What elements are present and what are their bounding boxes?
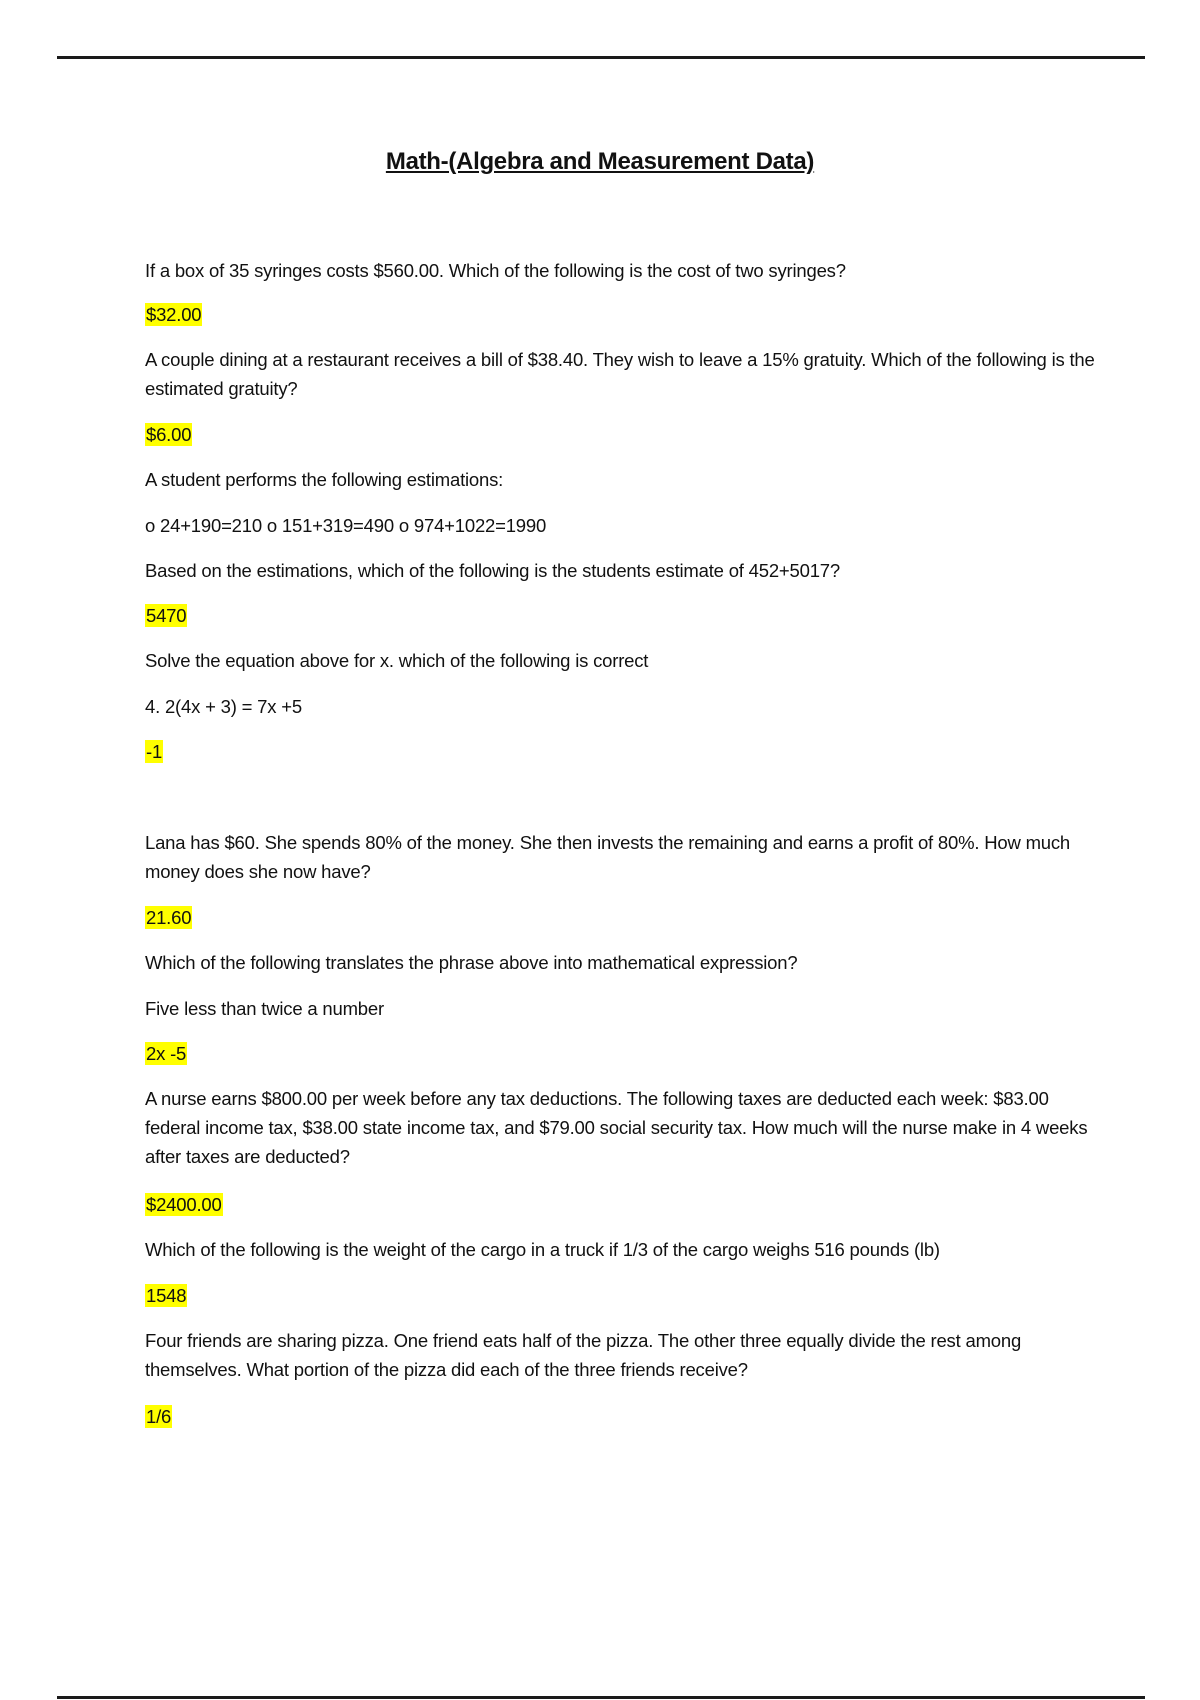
answer-9 xyxy=(145,1402,1100,1431)
answer-highlight: $32.00 xyxy=(146,304,202,325)
question-3b: Based on the estimations, which of the following is the students estimate of 452+5017? xyxy=(145,560,840,581)
answer-highlight: 2x -5 xyxy=(146,1043,187,1064)
header-rule xyxy=(57,56,1145,59)
answer-highlight: -1 xyxy=(146,741,163,762)
answer-1 xyxy=(145,300,1100,329)
answer-2 xyxy=(145,420,1100,449)
answer-4 xyxy=(145,737,1100,766)
equation: 4. 2(4x + 3) = 7x +5 xyxy=(145,696,302,717)
answer-highlight: $2400.00 xyxy=(146,1194,222,1215)
page-title: Math-(Algebra and Measurement Data) xyxy=(385,148,815,175)
phrase: Five less than twice a number xyxy=(145,998,384,1019)
question-7: A nurse earns $800.00 per week before any tax deductions. The following taxes are deducted each week: $83.00 federal income tax, $38.00 state income tax, and $79.00 social security tax. How much will the nurse make in 4 weeks after taxes are deducted? xyxy=(145,1088,1088,1167)
question-1: If a box of 35 syringes costs $560.00. Which of the following is the cost of two syringes? xyxy=(145,260,846,281)
question-6: Which of the following translates the phrase above into mathematical expression? xyxy=(145,952,798,973)
answer-highlight: 21.60 xyxy=(146,907,192,928)
question-5: Lana has $60. She spends 80% of the money. She then invests the remaining and earns a profit of 80%. How much money does she now have? xyxy=(145,832,1071,882)
answer-5 xyxy=(145,903,1100,932)
estimations-list: o 24+190=210 o 151+319=490 o 974+1022=1990 xyxy=(145,515,547,536)
question-9: Four friends are sharing pizza. One friend eats half of the pizza. The other three equally divide the rest among themselves. What portion of the pizza did each of the three friends receive? xyxy=(145,1330,1022,1380)
answer-highlight: 1/6 xyxy=(146,1406,172,1427)
answer-8 xyxy=(145,1281,1100,1310)
answer-3 xyxy=(145,601,1100,630)
answer-highlight: $6.00 xyxy=(146,424,192,445)
answer-highlight: 5470 xyxy=(146,605,187,626)
question-3: A student performs the following estimations: xyxy=(145,469,504,490)
answer-6 xyxy=(145,1039,1100,1068)
question-4: Solve the equation above for x. which of the following is correct xyxy=(145,650,649,671)
question-2: A couple dining at a restaurant receives a bill of $38.40. They wish to leave a 15% gratuity. Which of the following is the estimated gratuity? xyxy=(145,349,1095,399)
answer-highlight: 1548 xyxy=(146,1285,187,1306)
question-8: Which of the following is the weight of the cargo in a truck if 1/3 of the cargo weighs 516 pounds (lb) xyxy=(145,1239,940,1260)
footer-rule xyxy=(57,1696,1145,1699)
answer-7 xyxy=(145,1190,1100,1219)
